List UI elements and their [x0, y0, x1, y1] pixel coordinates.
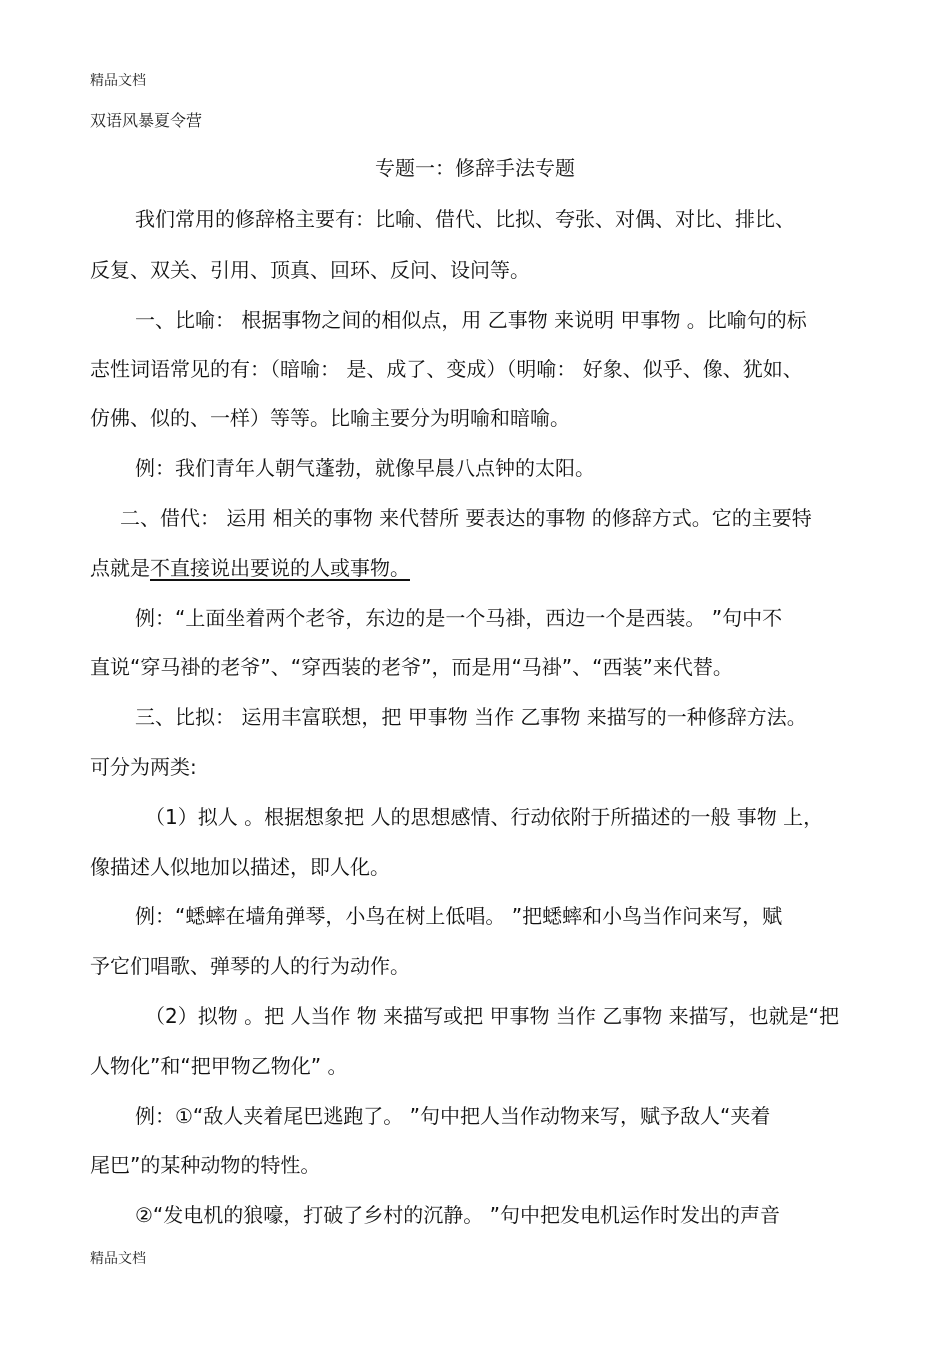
footer-label: 精品文档 [90, 1251, 146, 1267]
text-line: 三、比拟： 运用丰富联想，把 甲事物 当作 乙事物 来描写的一种修辞方法。 [135, 705, 807, 729]
text-line: 仿佛、似的、一样）等等。比喻主要分为明喻和暗喻。 [90, 406, 570, 430]
text-line: 可分为两类: [90, 755, 197, 779]
text-segment: 点就是 [90, 556, 150, 580]
text-line: （2）拟物 。把 人当作 物 来描写或把 甲事物 当作 乙事物 来描写，也就是“把 [145, 1004, 839, 1028]
header-camp-name: 双语风暴夏令营 [90, 111, 203, 130]
text-line: 例：①“敌人夹着尾巴逃跑了。 ”句中把人当作动物来写，赋予敌人“夹着 [135, 1104, 771, 1128]
text-line: 予它们唱歌、弹琴的人的行为动作。 [90, 954, 410, 978]
underlined-text: 不直接说出要说的人或事物。 [150, 556, 410, 580]
text-line: 反复、双关、引用、顶真、回环、反问、设问等。 [90, 258, 530, 282]
text-line [90, 555, 860, 581]
text-line: 像描述人似地加以描述，即人化。 [90, 855, 390, 879]
text-line: 二、借代： 运用 相关的事物 来代替所 要表达的事物 的修辞方式。它的主要特 [120, 506, 812, 530]
text-line: ②“发电机的狼嚎，打破了乡村的沉静。 ”句中把发电机运作时发出的声音 [135, 1203, 781, 1227]
text-line: 人物化”和“把甲物乙物化” 。 [90, 1054, 348, 1078]
text-line: （1）拟人 。根据想象把 人的思想感情、行动依附于所描述的一般 事物 上， [145, 805, 824, 829]
text-line: 例：“上面坐着两个老爷，东边的是一个马褂，西边一个是西装。 ”句中不 [135, 606, 783, 630]
text-line: 例：我们青年人朝气蓬勃，就像早晨八点钟的太阳。 [135, 456, 595, 480]
text-line: 尾巴”的某种动物的特性。 [90, 1153, 321, 1177]
header-label: 精品文档 [90, 73, 146, 89]
text-line: 直说“穿马褂的老爷”、“穿西装的老爷”，而是用“马褂”、“西装”来代替。 [90, 655, 733, 679]
text-line: 志性词语常见的有：（暗喻： 是、成了、变成）（明喻： 好象、似乎、像、犹如、 [90, 357, 803, 381]
page-title: 专题一：修辞手法专题 [375, 156, 575, 180]
text-line: 例：“蟋蟀在墙角弹琴，小鸟在树上低唱。 ”把蟋蟀和小鸟当作问来写，赋 [135, 904, 783, 928]
text-line: 一、比喻： 根据事物之间的相似点，用 乙事物 来说明 甲事物 。比喻句的标 [135, 308, 807, 332]
text-line: 我们常用的修辞格主要有：比喻、借代、比拟、夸张、对偶、对比、排比、 [135, 207, 795, 231]
